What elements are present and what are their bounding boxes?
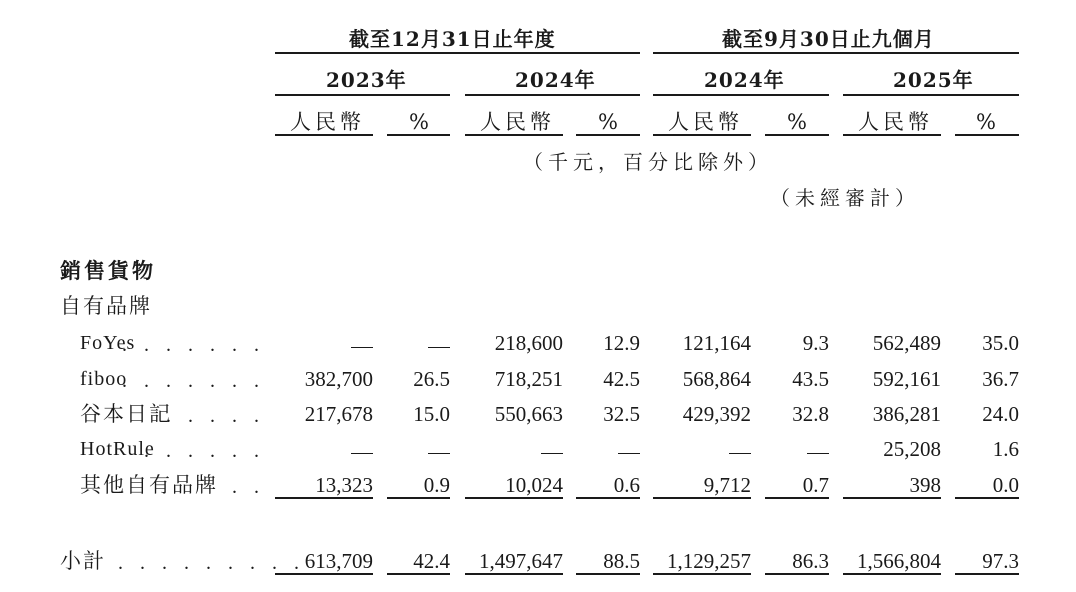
unaudited-note: （未經審計） [770,186,920,210]
brand-label: fiboo [80,368,128,390]
leader-dots: . . [232,476,265,498]
subtotal-pct-2024-interim: 86.3 [792,549,829,573]
percent-header: % [787,110,811,134]
sub-rule [765,134,829,136]
cell-pct-2024-interim: 0.7 [802,473,829,497]
cell-rmb-2025: 592,161 [872,367,941,391]
percent-header: % [409,110,433,134]
cell-rmb-2024-interim [729,441,751,462]
subtotal-rule [576,573,640,575]
row-rule [275,497,373,499]
subtotal-rmb-2025: 1,566,804 [857,549,941,573]
dash-mark [729,453,751,454]
cell-pct-2024-annual: 32.5 [603,402,640,426]
cell-rmb-2024-interim: 568,864 [682,367,751,391]
year-rule-2023 [275,94,450,96]
cell-rmb-2025: 562,489 [872,331,941,355]
cell-pct-2023: 0.9 [423,473,450,497]
brand-label: HotRule [80,438,155,460]
cell-pct-2024-interim: 32.8 [792,402,829,426]
cell-rmb-2023: 217,678 [304,402,373,426]
cell-rmb-2024-annual [541,441,563,462]
row-rule [387,497,450,499]
row-rule [955,497,1019,499]
period-interim-header: 截至9月30日止九個月 [722,27,935,51]
cell-pct-2024-annual: 12.9 [603,331,640,355]
subtotal-rmb-2024-annual: 1,497,647 [479,549,563,573]
year-header-2024-interim: 2024年 [704,68,785,92]
cell-pct-2023 [428,335,450,356]
cell-pct-2024-interim: 43.5 [792,367,829,391]
cell-pct-2024-annual [618,441,640,462]
cell-rmb-2024-annual: 718,251 [494,367,563,391]
year-header-2025: 2025年 [893,68,974,92]
subtotal-rule [765,573,829,575]
row-rule [653,497,751,499]
subtotal-dots: . . . . . . . . . [118,552,305,574]
currency-header: 人民幣 [858,110,933,134]
subtotal-rule [955,573,1019,575]
cell-rmb-2024-interim: 9,712 [703,473,751,497]
cell-pct-2025: 0.0 [992,473,1019,497]
cell-rmb-2025: 398 [909,473,941,497]
year-rule-2025 [843,94,1019,96]
currency-header: 人民幣 [290,110,365,134]
dash-mark [618,453,640,454]
leader-dots: . . . . . . . [122,334,265,356]
sub-rule [843,134,941,136]
dash-mark [807,453,829,454]
cell-rmb-2023: 13,323 [315,473,373,497]
subtotal-rule [465,573,563,575]
subtotal-rule [843,573,941,575]
cell-pct-2023 [428,441,450,462]
brand-label: 谷本日記 [80,402,172,426]
period-interim-rule [653,52,1019,54]
cell-pct-2025: 24.0 [982,402,1019,426]
cell-rmb-2024-annual: 10,024 [505,473,563,497]
sub-rule [465,134,563,136]
subtotal-rule [275,573,373,575]
sub-rule [275,134,373,136]
cell-pct-2024-annual: 0.6 [613,473,640,497]
cell-pct-2025: 35.0 [982,331,1019,355]
sub-rule [955,134,1019,136]
sub-rule [653,134,751,136]
leader-dots: . . . . . . [144,440,265,462]
cell-rmb-2023 [351,335,373,356]
section-sales-of-goods: 銷售貨物 [60,258,156,283]
section-own-brands: 自有品牌 [60,294,152,318]
cell-rmb-2024-interim: 121,164 [682,331,751,355]
cell-rmb-2024-interim: 429,392 [682,402,751,426]
cell-rmb-2023: 382,700 [304,367,373,391]
cell-rmb-2025: 386,281 [872,402,941,426]
currency-header: 人民幣 [668,110,743,134]
sub-rule [576,134,640,136]
cell-rmb-2023 [351,441,373,462]
subtotal-pct-2025: 97.3 [982,549,1019,573]
cell-pct-2024-interim [807,441,829,462]
brand-label: 其他自有品牌 [80,473,218,497]
cell-pct-2025: 36.7 [982,367,1019,391]
cell-rmb-2024-annual: 218,600 [494,331,563,355]
row-rule [843,497,941,499]
year-rule-2024-interim [653,94,829,96]
cell-pct-2023: 15.0 [413,402,450,426]
percent-header: % [598,110,622,134]
subtotal-rule [387,573,450,575]
row-rule [765,497,829,499]
sub-rule [387,134,450,136]
cell-rmb-2024-annual: 550,663 [494,402,563,426]
subtotal-pct-2024-annual: 88.5 [603,549,640,573]
row-rule [465,497,563,499]
cell-pct-2023: 26.5 [413,367,450,391]
row-rule [576,497,640,499]
dash-mark [351,453,373,454]
subtotal-label: 小計 [60,549,106,573]
year-header-2024-annual: 2024年 [515,68,596,92]
percent-header: % [976,110,1000,134]
subtotal-rmb-2023: 613,709 [304,549,373,573]
year-header-2023: 2023年 [326,68,407,92]
subtotal-rmb-2024-interim: 1,129,257 [667,549,751,573]
year-rule-2024-annual [465,94,640,96]
unit-note: （千元，百分比除外） [523,150,773,174]
dash-mark [541,453,563,454]
leader-dots: . . . . . . . [122,370,265,392]
leader-dots: . . . . . [166,405,265,427]
dash-mark [428,347,450,348]
cell-rmb-2025: 25,208 [883,437,941,461]
subtotal-rule [653,573,751,575]
dash-mark [428,453,450,454]
dash-mark [351,347,373,348]
period-annual-rule [275,52,640,54]
brand-label: FoYes [80,332,136,354]
cell-pct-2024-annual: 42.5 [603,367,640,391]
period-annual-header: 截至12月31日止年度 [349,27,556,51]
currency-header: 人民幣 [480,110,555,134]
subtotal-pct-2023: 42.4 [413,549,450,573]
cell-pct-2025: 1.6 [992,437,1019,461]
cell-pct-2024-interim: 9.3 [802,331,829,355]
